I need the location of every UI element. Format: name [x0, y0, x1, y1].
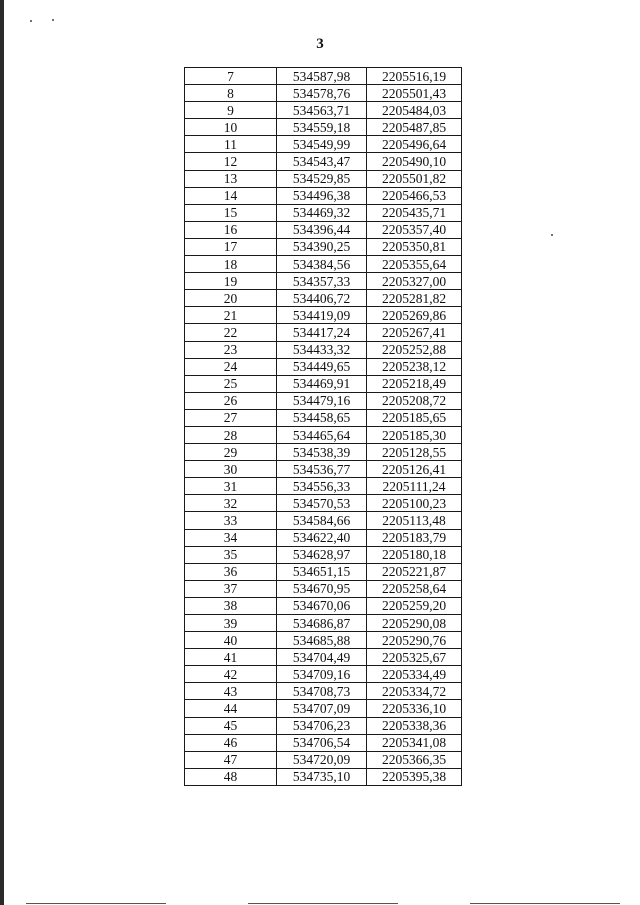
- x-coordinate-cell: 534419,09: [277, 307, 367, 324]
- page-number: 3: [316, 36, 324, 52]
- point-number-cell: 37: [185, 580, 277, 597]
- point-number-cell: 30: [185, 461, 277, 478]
- x-coordinate-cell: 534556,33: [277, 478, 367, 495]
- x-coordinate-cell: 534587,98: [277, 68, 367, 85]
- point-number-cell: 34: [185, 529, 277, 546]
- point-number-cell: 13: [185, 170, 277, 187]
- y-coordinate-cell: 2205290,76: [367, 632, 462, 649]
- y-coordinate-cell: 2205238,12: [367, 358, 462, 375]
- table-row: [185, 238, 462, 255]
- table-row: [185, 461, 462, 478]
- y-coordinate-cell: 2205218,49: [367, 375, 462, 392]
- x-coordinate-cell: 534670,06: [277, 597, 367, 614]
- y-coordinate-cell: 2205185,65: [367, 409, 462, 426]
- table-row: [185, 307, 462, 324]
- x-coordinate-cell: 534622,40: [277, 529, 367, 546]
- x-coordinate-cell: 534578,76: [277, 85, 367, 102]
- point-number-cell: 18: [185, 256, 277, 273]
- table-row: [185, 119, 462, 136]
- x-coordinate-cell: 534538,39: [277, 444, 367, 461]
- table-row: [185, 444, 462, 461]
- point-number-cell: 36: [185, 563, 277, 580]
- table-row: [185, 290, 462, 307]
- point-number-cell: 42: [185, 666, 277, 683]
- y-coordinate-cell: 2205501,43: [367, 85, 462, 102]
- point-number-cell: 26: [185, 392, 277, 409]
- table-row: [185, 136, 462, 153]
- point-number-cell: 24: [185, 358, 277, 375]
- point-number-cell: 35: [185, 546, 277, 563]
- x-coordinate-cell: 534458,65: [277, 409, 367, 426]
- x-coordinate-cell: 534651,15: [277, 563, 367, 580]
- x-coordinate-cell: 534584,66: [277, 512, 367, 529]
- point-number-cell: 39: [185, 615, 277, 632]
- table-row: [185, 375, 462, 392]
- table-row: [185, 495, 462, 512]
- x-coordinate-cell: 534709,16: [277, 666, 367, 683]
- table-row: [185, 717, 462, 734]
- x-coordinate-cell: 534433,32: [277, 341, 367, 358]
- x-coordinate-cell: 534396,44: [277, 221, 367, 238]
- y-coordinate-cell: 2205435,71: [367, 204, 462, 221]
- point-number-cell: 20: [185, 290, 277, 307]
- y-coordinate-cell: 2205267,41: [367, 324, 462, 341]
- table-row: [185, 324, 462, 341]
- x-coordinate-cell: 534479,16: [277, 392, 367, 409]
- x-coordinate-cell: 534706,54: [277, 734, 367, 751]
- table-row: [185, 546, 462, 563]
- x-coordinate-cell: 534670,95: [277, 580, 367, 597]
- point-number-cell: 9: [185, 102, 277, 119]
- x-coordinate-cell: 534469,91: [277, 375, 367, 392]
- y-coordinate-cell: 2205327,00: [367, 273, 462, 290]
- table-row: [185, 85, 462, 102]
- point-number-cell: 38: [185, 597, 277, 614]
- x-coordinate-cell: 534563,71: [277, 102, 367, 119]
- table-row: [185, 187, 462, 204]
- point-number-cell: 17: [185, 238, 277, 255]
- x-coordinate-cell: 534685,88: [277, 632, 367, 649]
- x-coordinate-cell: 534708,73: [277, 683, 367, 700]
- point-number-cell: 45: [185, 717, 277, 734]
- x-coordinate-cell: 534390,25: [277, 238, 367, 255]
- point-number-cell: 12: [185, 153, 277, 170]
- table-row: [185, 632, 462, 649]
- x-coordinate-cell: 534529,85: [277, 170, 367, 187]
- scan-bottom-rule: [248, 903, 398, 904]
- point-number-cell: 44: [185, 700, 277, 717]
- x-coordinate-cell: 534628,97: [277, 546, 367, 563]
- point-number-cell: 31: [185, 478, 277, 495]
- table-row: [185, 358, 462, 375]
- point-number-cell: 27: [185, 409, 277, 426]
- point-number-cell: 22: [185, 324, 277, 341]
- point-number-cell: 28: [185, 426, 277, 443]
- table-row: [185, 734, 462, 751]
- x-coordinate-cell: 534449,65: [277, 358, 367, 375]
- point-number-cell: 15: [185, 204, 277, 221]
- point-number-cell: 46: [185, 734, 277, 751]
- y-coordinate-cell: 2205252,88: [367, 341, 462, 358]
- y-coordinate-cell: 2205111,24: [367, 478, 462, 495]
- table-row: [185, 768, 462, 785]
- y-coordinate-cell: 2205466,53: [367, 187, 462, 204]
- table-row: [185, 170, 462, 187]
- y-coordinate-cell: 2205259,20: [367, 597, 462, 614]
- x-coordinate-cell: 534570,53: [277, 495, 367, 512]
- x-coordinate-cell: 534706,23: [277, 717, 367, 734]
- point-number-cell: 11: [185, 136, 277, 153]
- point-number-cell: 23: [185, 341, 277, 358]
- table-row: [185, 273, 462, 290]
- y-coordinate-cell: 2205126,41: [367, 461, 462, 478]
- x-coordinate-cell: 534686,87: [277, 615, 367, 632]
- y-coordinate-cell: 2205325,67: [367, 649, 462, 666]
- point-number-cell: 19: [185, 273, 277, 290]
- y-coordinate-cell: 2205100,23: [367, 495, 462, 512]
- y-coordinate-cell: 2205113,48: [367, 512, 462, 529]
- scan-edge-left: [0, 0, 4, 905]
- x-coordinate-cell: 534465,64: [277, 426, 367, 443]
- y-coordinate-cell: 2205183,79: [367, 529, 462, 546]
- point-number-cell: 29: [185, 444, 277, 461]
- x-coordinate-cell: 534469,32: [277, 204, 367, 221]
- y-coordinate-cell: 2205484,03: [367, 102, 462, 119]
- table-row: [185, 392, 462, 409]
- y-coordinate-cell: 2205334,72: [367, 683, 462, 700]
- scan-bottom-rule: [470, 903, 620, 904]
- y-coordinate-cell: 2205281,82: [367, 290, 462, 307]
- y-coordinate-cell: 2205341,08: [367, 734, 462, 751]
- y-coordinate-cell: 2205128,55: [367, 444, 462, 461]
- x-coordinate-cell: 534384,56: [277, 256, 367, 273]
- table-row: [185, 597, 462, 614]
- x-coordinate-cell: 534735,10: [277, 768, 367, 785]
- point-number-cell: 32: [185, 495, 277, 512]
- x-coordinate-cell: 534406,72: [277, 290, 367, 307]
- scan-speck: [52, 19, 54, 21]
- scan-bottom-rule: [26, 903, 166, 904]
- y-coordinate-cell: 2205208,72: [367, 392, 462, 409]
- table-row: [185, 580, 462, 597]
- table-row: [185, 221, 462, 238]
- table-row: [185, 478, 462, 495]
- y-coordinate-cell: 2205496,64: [367, 136, 462, 153]
- x-coordinate-cell: 534549,99: [277, 136, 367, 153]
- y-coordinate-cell: 2205258,64: [367, 580, 462, 597]
- table-row: [185, 649, 462, 666]
- table-row: [185, 256, 462, 273]
- y-coordinate-cell: 2205290,08: [367, 615, 462, 632]
- table-row: [185, 153, 462, 170]
- table-row: [185, 751, 462, 768]
- y-coordinate-cell: 2205221,87: [367, 563, 462, 580]
- table-row: [185, 341, 462, 358]
- point-number-cell: 33: [185, 512, 277, 529]
- y-coordinate-cell: 2205366,35: [367, 751, 462, 768]
- point-number-cell: 47: [185, 751, 277, 768]
- point-number-cell: 7: [185, 68, 277, 85]
- y-coordinate-cell: 2205516,19: [367, 68, 462, 85]
- point-number-cell: 14: [185, 187, 277, 204]
- table-row: [185, 683, 462, 700]
- point-number-cell: 48: [185, 768, 277, 785]
- x-coordinate-cell: 534496,38: [277, 187, 367, 204]
- y-coordinate-cell: 2205350,81: [367, 238, 462, 255]
- table-row: [185, 204, 462, 221]
- point-number-cell: 10: [185, 119, 277, 136]
- table-row: [185, 409, 462, 426]
- y-coordinate-cell: 2205185,30: [367, 426, 462, 443]
- table-row: [185, 615, 462, 632]
- x-coordinate-cell: 534357,33: [277, 273, 367, 290]
- point-number-cell: 40: [185, 632, 277, 649]
- y-coordinate-cell: 2205501,82: [367, 170, 462, 187]
- scan-speck: [30, 20, 32, 22]
- y-coordinate-cell: 2205336,10: [367, 700, 462, 717]
- coordinates-table: [184, 67, 462, 786]
- point-number-cell: 25: [185, 375, 277, 392]
- coordinates-table-body: [185, 68, 462, 786]
- y-coordinate-cell: 2205395,38: [367, 768, 462, 785]
- point-number-cell: 43: [185, 683, 277, 700]
- table-row: [185, 563, 462, 580]
- point-number-cell: 16: [185, 221, 277, 238]
- x-coordinate-cell: 534559,18: [277, 119, 367, 136]
- point-number-cell: 21: [185, 307, 277, 324]
- scan-speck: [551, 234, 553, 236]
- point-number-cell: 8: [185, 85, 277, 102]
- table-row: [185, 700, 462, 717]
- table-row: [185, 102, 462, 119]
- table-row: [185, 68, 462, 85]
- x-coordinate-cell: 534417,24: [277, 324, 367, 341]
- y-coordinate-cell: 2205338,36: [367, 717, 462, 734]
- table-row: [185, 426, 462, 443]
- point-number-cell: 41: [185, 649, 277, 666]
- table-row: [185, 666, 462, 683]
- y-coordinate-cell: 2205490,10: [367, 153, 462, 170]
- x-coordinate-cell: 534536,77: [277, 461, 367, 478]
- x-coordinate-cell: 534704,49: [277, 649, 367, 666]
- y-coordinate-cell: 2205180,18: [367, 546, 462, 563]
- x-coordinate-cell: 534720,09: [277, 751, 367, 768]
- y-coordinate-cell: 2205269,86: [367, 307, 462, 324]
- y-coordinate-cell: 2205355,64: [367, 256, 462, 273]
- y-coordinate-cell: 2205334,49: [367, 666, 462, 683]
- x-coordinate-cell: 534707,09: [277, 700, 367, 717]
- y-coordinate-cell: 2205487,85: [367, 119, 462, 136]
- table-row: [185, 512, 462, 529]
- x-coordinate-cell: 534543,47: [277, 153, 367, 170]
- table-row: [185, 529, 462, 546]
- y-coordinate-cell: 2205357,40: [367, 221, 462, 238]
